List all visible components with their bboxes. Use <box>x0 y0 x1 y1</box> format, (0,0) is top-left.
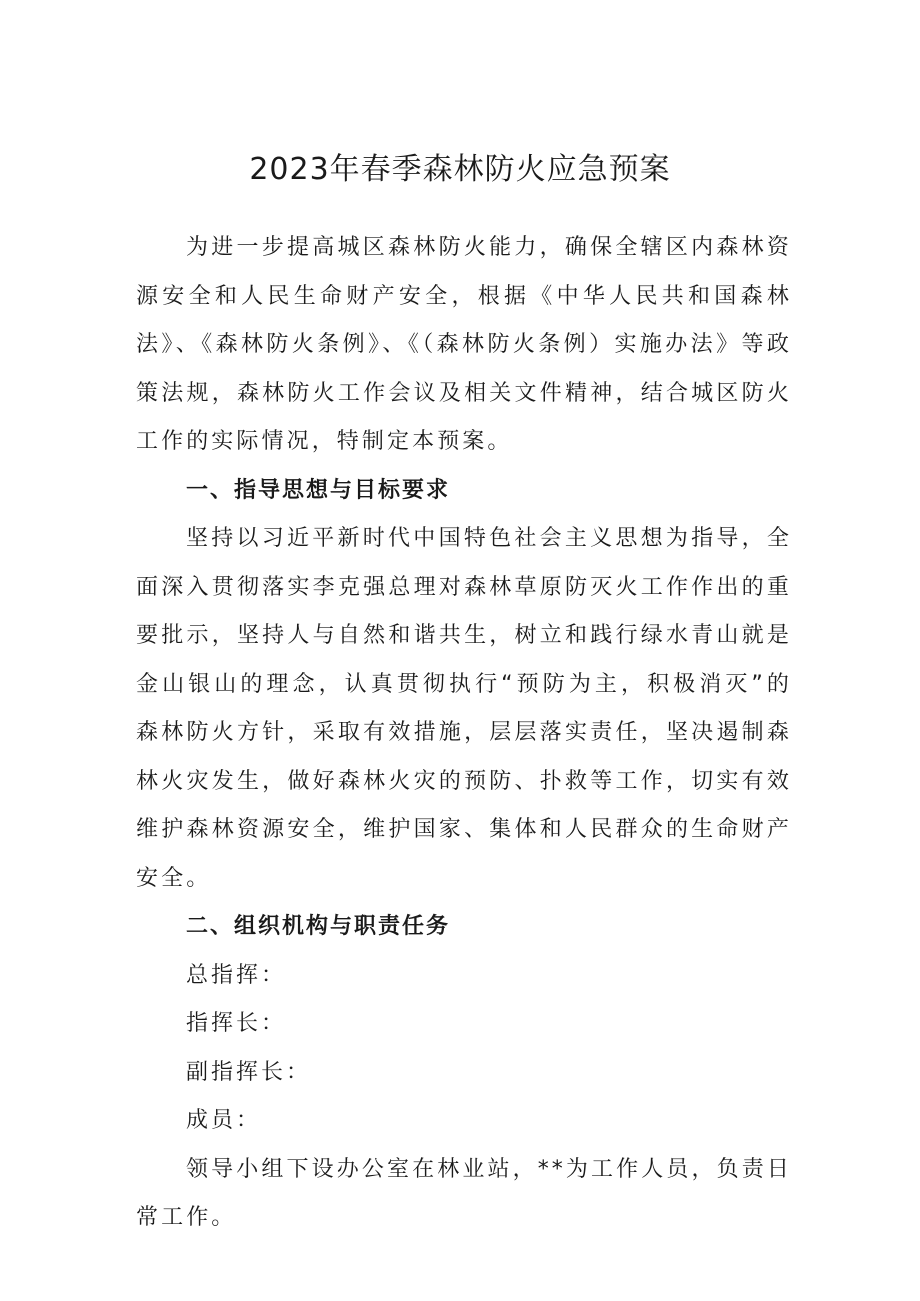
deputy-commander-label: 副指挥长： <box>186 1059 312 1085</box>
section-heading-organization: 二、组织机构与职责任务 <box>186 914 451 939</box>
section-heading-guiding-principles: 一、指导思想与目标要求 <box>186 477 451 503</box>
document-title: 2023年春季森林防火应急预案 <box>249 152 671 187</box>
guiding-principles-paragraph: 坚持以习近平新时代中国特色社会主义思想为指导，全面深入贯彻落实李克强总理对森林草原防灭火工作作出的重要批示，坚持人与自然和谐共生，树立和践行绿水青山就是金山银山的理念，认真贯彻执行“预防为主，积极消灭”的森林防火方针，采取有效措施，层层落实责任，坚决遏制森林火灾发生，做好森林火灾的预防、扑救等工作，切实有效维护森林资源安全，维护国家、集体和人民群众的生命财产安全。 <box>136 526 792 891</box>
document-body <box>136 224 792 1243</box>
members-label: 成员： <box>186 1108 262 1133</box>
commander-label: 总指挥： <box>186 962 287 988</box>
chief-commander-label: 指挥长： <box>186 1011 287 1036</box>
intro-paragraph: 为进一步提高城区森林防火能力，确保全辖区内森林资源安全和人民生命财产安全，根据《中华人民共和国森林法》、《森林防火条例》、《（森林防火条例）实施办法》等政策法规，森林防火工作会议及相关文件精神，结合城区防火工作的实际情况，特制定本预案。 <box>136 235 792 454</box>
office-paragraph: 领导小组下设办公室在林业站，**为工作人员，负责日常工作。 <box>136 1156 792 1230</box>
